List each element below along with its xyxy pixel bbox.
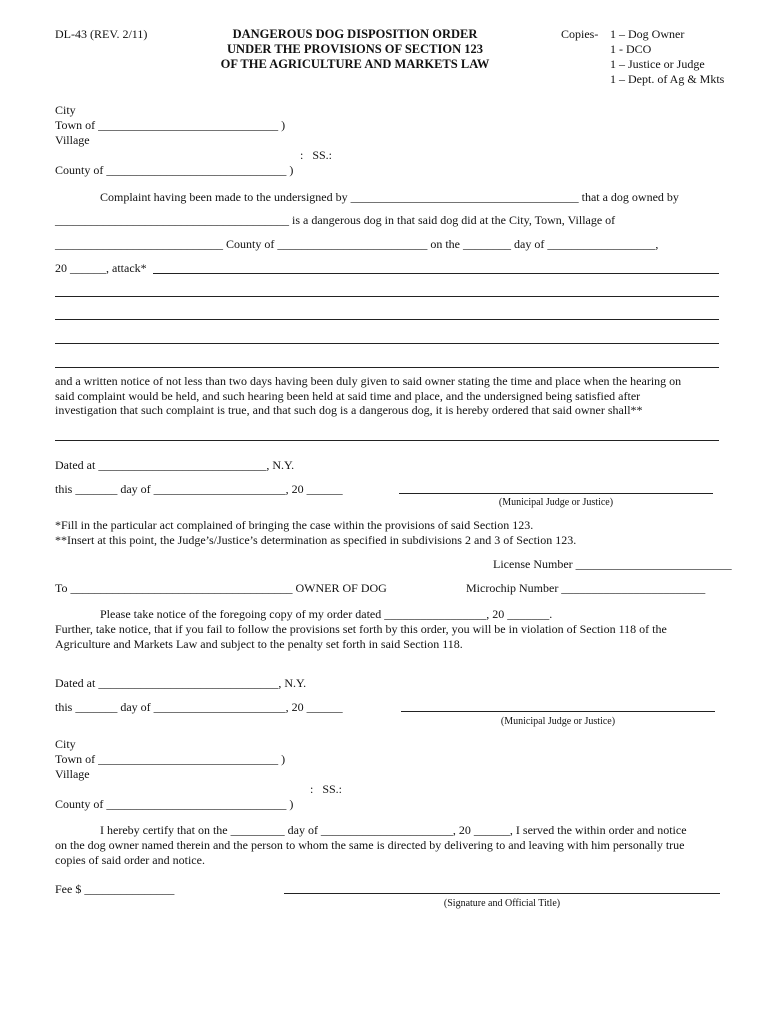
license-number-field[interactable]: License Number __________________________ [493,557,732,571]
official-signature-line[interactable] [284,893,720,894]
venue-city: City [55,737,76,751]
date-field[interactable]: this _______ day of ______________________, 20 ______ [55,700,343,714]
copies-item: 1 – Dog Owner [610,27,685,41]
notice-line-2: Further, take notice, that if you fail to follow the provisions set forth by this order, you will be in violation of Section 118 of the [55,622,667,636]
venue-town-field[interactable]: Town of ______________________________ ) [55,752,286,766]
certify-line-2: on the dog owner named therein and the person to whom the same is directed by delivering to and leaving with him personally true [55,838,685,852]
venue-village: Village [55,767,90,781]
judge-signature-line[interactable] [401,711,715,712]
venue-county-field[interactable]: County of ______________________________ ) [55,163,294,177]
form-code: DL-43 (REV. 2/11) [55,27,148,41]
footnote-1: *Fill in the particular act complained of bringing the case within the provisions of said Section 123. [55,518,534,532]
notice-line-3: Agriculture and Markets Law and subject to the penalty set forth in said Section 118. [55,637,463,651]
fee-field[interactable]: Fee $ _______________ [55,882,175,896]
attack-field-line[interactable] [55,319,719,320]
venue-town-field[interactable]: Town of ______________________________ ) [55,118,286,132]
copies-item: 1 – Justice or Judge [610,57,705,71]
complaint-line-1[interactable]: Complaint having been made to the undersigned by ______________________________________ that a dog owned by [100,190,679,204]
attack-field-line[interactable] [55,367,719,368]
attack-field-line[interactable] [55,343,719,344]
form-title-line-3: OF THE AGRICULTURE AND MARKETS LAW [220,57,490,71]
copies-item: 1 - DCO [610,42,652,56]
footnote-2: **Insert at this point, the Judge’s/Justice’s determination as specified in subdivisions 2 and 3 of Section 123. [55,533,577,547]
certify-line-1[interactable]: I hereby certify that on the _________ day of ______________________, 20 ______, I served the within order and notice [100,823,687,837]
venue-ss: : SS.: [310,782,343,796]
attack-field[interactable] [153,273,719,274]
certify-line-3: copies of said order and notice. [55,853,205,867]
notice-line-1[interactable]: Please take notice of the foregoing copy of my order dated _________________, 20 _______. [100,607,553,621]
copies-item: 1 – Dept. of Ag & Mkts [610,72,725,86]
dated-at-field[interactable]: Dated at ____________________________, N.Y. [55,458,295,472]
signature-caption: (Signature and Official Title) [443,898,561,909]
venue-village: Village [55,133,90,147]
judge-caption: (Municipal Judge or Justice) [500,716,616,727]
form-title-line-2: UNDER THE PROVISIONS OF SECTION 123 [227,42,483,56]
microchip-number-field[interactable]: Microchip Number ________________________ [466,581,706,595]
owner-field[interactable]: To _____________________________________ OWNER OF DOG [55,581,387,595]
venue-county-field[interactable]: County of ______________________________ ) [55,797,294,811]
order-field-line[interactable] [55,440,719,441]
copies-label: Copies- [561,27,599,41]
attack-field-line[interactable] [55,296,719,297]
form-title-line-1: DANGEROUS DOG DISPOSITION ORDER [232,27,478,41]
venue-ss: : SS.: [300,148,333,162]
hearing-paragraph: and a written notice of not less than two days having been duly given to said owner stating the time and place when the hearing on said complaint would be held, and such hearing been held at said time and place, and the undersigned being satisfied after investigation that such complaint is true, and that such dog is a dangerous dog, it is hereby ordered that said owner shall** [55,374,682,417]
complaint-line-3[interactable]: ____________________________ County of _________________________ on the ________ day of __________________, [55,237,659,251]
date-field[interactable]: this _______ day of ______________________, 20 ______ [55,482,343,496]
venue-city: City [55,103,76,117]
complaint-attack-label: 20 ______, attack* [55,261,147,275]
dated-at-field[interactable]: Dated at ______________________________, N.Y. [55,676,307,690]
complaint-line-2[interactable]: _______________________________________ is a dangerous dog in that said dog did at the City, Town, Village of [55,213,616,227]
judge-caption: (Municipal Judge or Justice) [498,497,614,508]
judge-signature-line[interactable] [399,493,713,494]
